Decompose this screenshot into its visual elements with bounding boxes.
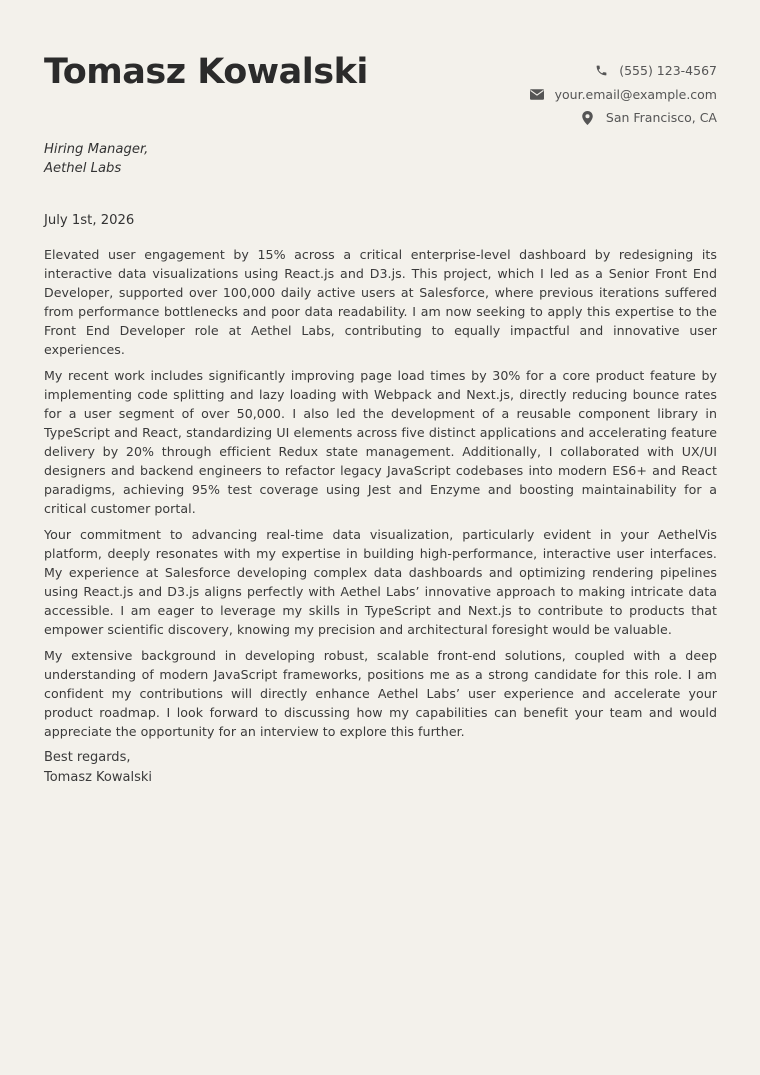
- closing-salutation: Best regards,: [44, 750, 131, 765]
- body-paragraph: Your commitment to advancing real-time data visualization, particularly evident in your AethelVis platform, deeply resonates with my expertise in building high-performance, interactive user interfaces. My experience at Salesforce developing complex data dashboards and optimizing rendering pipelines using React.js and D3.js aligns perfectly with Aethel Labs’ innovative approach to making intricate data accessible. I am eager to leverage my skills in TypeScript and Next.js to contribute to products that empower scientific discovery, knowing my precision and architectural foresight would be valuable.: [44, 527, 717, 637]
- mail-icon: [530, 87, 544, 101]
- cover-letter: [44, 0, 717, 787]
- phone-number[interactable]: (555) 123-4567: [619, 63, 717, 79]
- recipient-title: Hiring Manager,: [44, 142, 149, 157]
- contact-email: [530, 83, 717, 107]
- location-text: San Francisco, CA: [605, 110, 717, 126]
- contact-info: [530, 59, 717, 130]
- letter-closing: [44, 748, 717, 787]
- applicant-name: Tomasz Kowalski: [44, 52, 368, 92]
- map-pin-icon: [581, 111, 595, 125]
- body-paragraph: Elevated user engagement by 15% across a critical enterprise-level dashboard by redesigning its interactive data visualizations using React.js and D3.js. This project, which I led as a Senior Front End Developer, supported over 100,000 daily active users at Salesforce, where previous iterations suffered from performance bottlenecks and poor data readability. I am now seeking to apply this expertise to the Front End Developer role at Aethel Labs, contributing to equally impactful and innovative user experiences.: [44, 247, 717, 357]
- phone-icon: [594, 64, 608, 78]
- letter-header: [44, 0, 717, 140]
- closing-signature: Tomasz Kowalski: [44, 769, 152, 785]
- body-paragraph: My extensive background in developing robust, scalable front-end solutions, coupled with a deep understanding of modern JavaScript frameworks, positions me as a strong candidate for this role. I am confident my contributions will directly enhance Aethel Labs’ user experience and accelerate your product roadmap. I look forward to discussing how my capabilities can benefit your team and would appreciate the opportunity for an interview to explore this further.: [44, 648, 717, 739]
- contact-location: [530, 106, 717, 130]
- contact-phone: [530, 59, 717, 83]
- letter-date: July 1st, 2026: [44, 213, 135, 228]
- recipient-block: [44, 140, 717, 178]
- letter-body: [44, 245, 717, 741]
- body-paragraph: My recent work includes significantly improving page load times by 30% for a core product feature by implementing code splitting and lazy loading with Webpack and Next.js, directly reducing bounce rates for a user segment of over 50,000. I also led the development of a reusable component library in TypeScript and React, standardizing UI elements across five distinct applications and accelerating feature delivery by 20% through efficient Redux state management. Additionally, I collaborated with UX/UI designers and backend engineers to refactor legacy JavaScript codebases into modern ES6+ and React paradigms, achieving 95% test coverage using Jest and Enzyme and boosting maintainability for a critical customer portal.: [44, 368, 717, 516]
- recipient-company: Aethel Labs: [44, 161, 122, 176]
- email-address[interactable]: your.email@example.com: [554, 86, 717, 102]
